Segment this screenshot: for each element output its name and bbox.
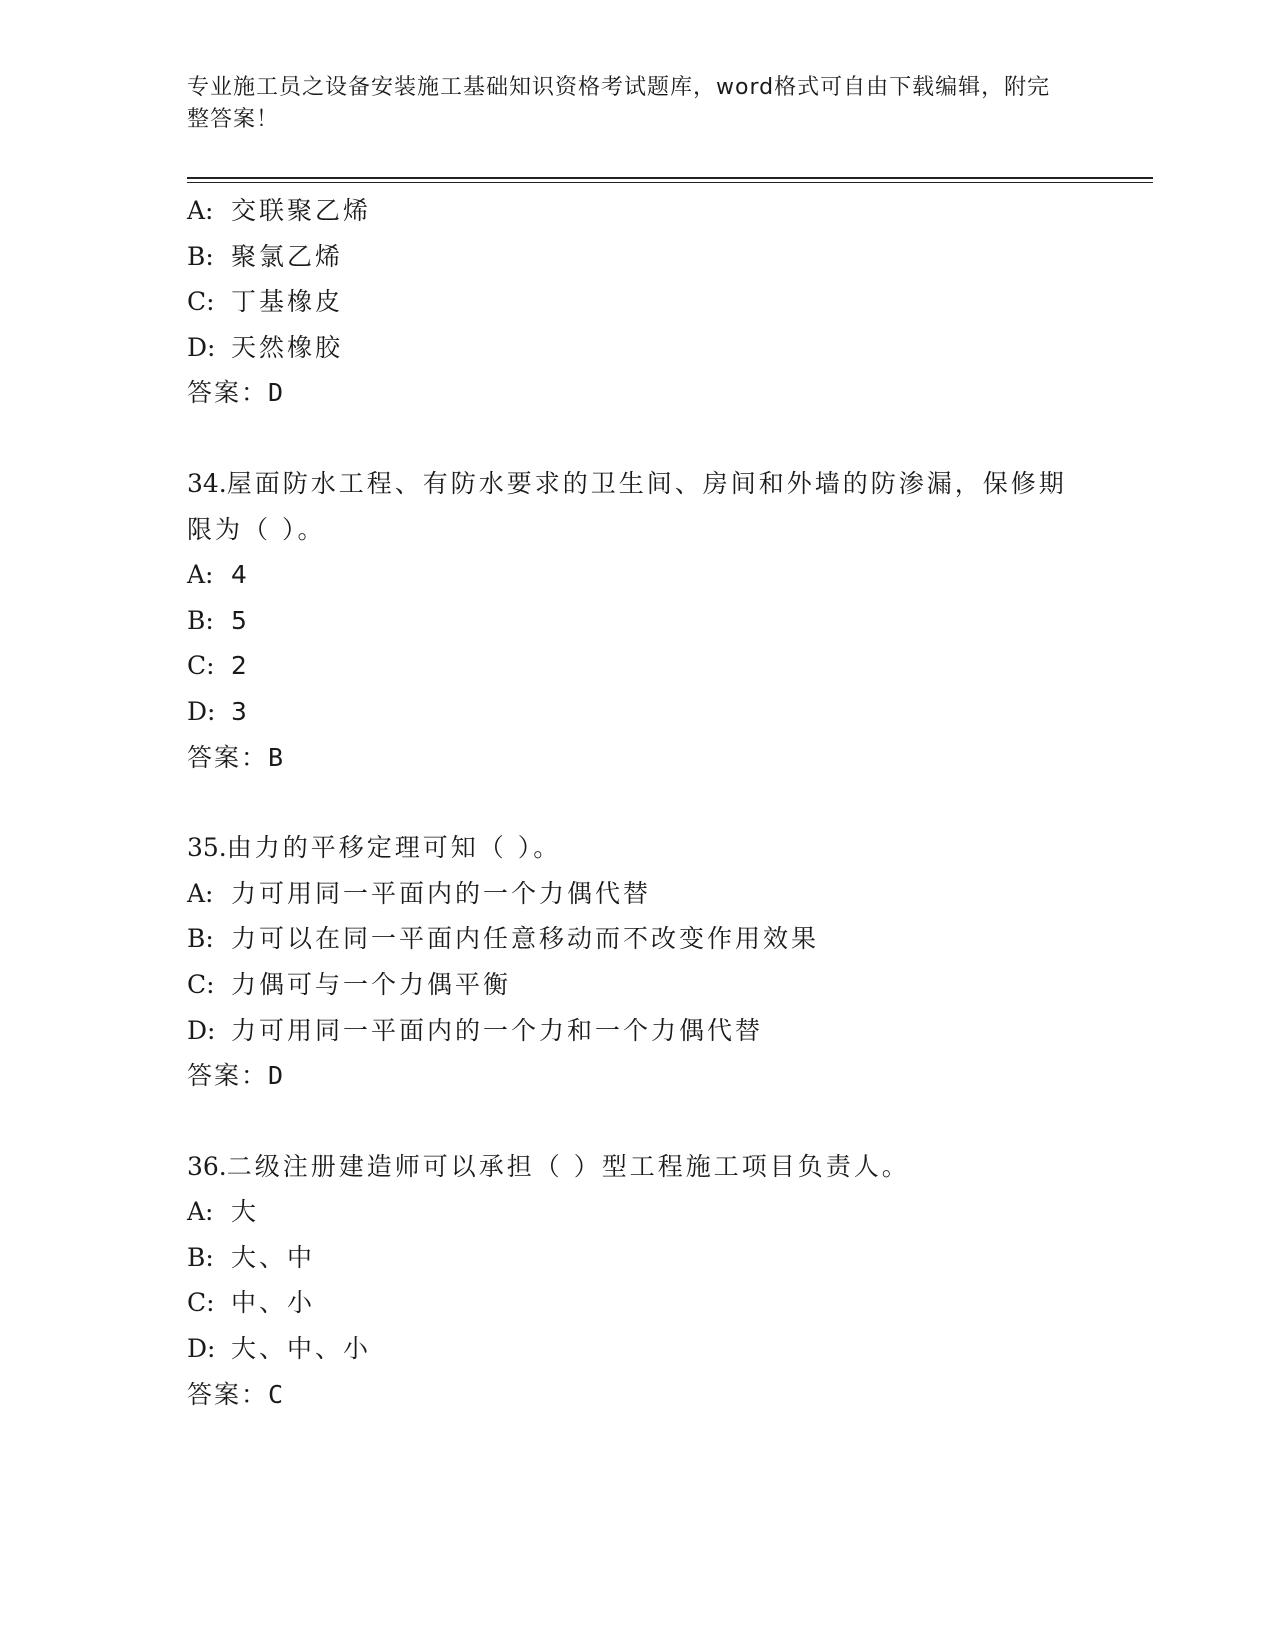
- option-c: [187, 279, 1087, 325]
- answer-value: B: [268, 742, 287, 772]
- question-stem: 二级注册建造师可以承担（ ）型工程施工项目负责人。: [226, 1151, 910, 1181]
- document-header: 专业施工员之设备安装施工基础知识资格考试题库，word格式可自由下载编辑，附完整答案！: [187, 75, 1051, 132]
- answer-label: 答案：: [187, 378, 269, 408]
- option-letter: D:: [187, 332, 216, 362]
- question-block-36: [187, 1144, 1087, 1418]
- option-text: 大、中、小: [231, 1334, 372, 1364]
- option-letter: C:: [187, 287, 215, 317]
- option-text: 聚氯乙烯: [231, 241, 344, 271]
- option-text: 力可以在同一平面内任意移动而不改变作用效果: [231, 924, 820, 954]
- answer-value: D: [268, 378, 287, 408]
- option-b: [187, 1235, 1087, 1281]
- option-text: 天然橡胶: [231, 332, 344, 362]
- option-text: 5: [231, 605, 250, 635]
- option-letter: B:: [187, 924, 214, 954]
- answer-line: [187, 1053, 1087, 1099]
- answer-line: [187, 735, 1087, 781]
- option-text: 力可用同一平面内的一个力偶代替: [231, 878, 652, 908]
- option-c: [187, 1280, 1087, 1326]
- option-letter: B:: [187, 241, 214, 271]
- option-text: 丁基橡皮: [231, 287, 344, 317]
- question-block-partial: [187, 188, 1087, 416]
- option-b: [187, 598, 1087, 644]
- option-a: [187, 1189, 1087, 1235]
- question-stem: 屋面防水工程、有防水要求的卫生间、房间和外墙的防渗漏，保修期限为（ ）。: [187, 468, 1067, 544]
- question-stem: 由力的平移定理可知（ ）。: [226, 833, 562, 863]
- option-c: [187, 962, 1087, 1008]
- option-letter: D:: [187, 1334, 216, 1364]
- header-divider-thick: [187, 177, 1153, 179]
- question-text: [187, 1144, 1067, 1190]
- option-letter: A:: [187, 196, 214, 225]
- option-letter: D:: [187, 1015, 216, 1045]
- option-d: [187, 689, 1087, 735]
- answer-label: 答案：: [187, 742, 269, 772]
- option-letter: A:: [187, 560, 214, 590]
- question-content: [187, 188, 1087, 1417]
- option-text: 交联聚乙烯: [231, 196, 372, 225]
- option-text: 3: [231, 696, 250, 726]
- answer-line: [187, 1372, 1087, 1418]
- option-text: 力偶可与一个力偶平衡: [231, 969, 512, 999]
- option-letter: B:: [187, 605, 214, 635]
- option-b: [187, 234, 1087, 280]
- option-letter: C:: [187, 1288, 215, 1318]
- option-text: 2: [231, 651, 250, 681]
- question-number: 36.: [187, 1151, 227, 1181]
- option-a: [187, 552, 1087, 598]
- answer-value: D: [268, 1061, 287, 1091]
- answer-label: 答案：: [187, 1061, 269, 1091]
- option-d: [187, 1326, 1087, 1372]
- question-number: 35.: [187, 833, 227, 863]
- option-text: 大: [231, 1197, 260, 1227]
- question-text: [187, 825, 1067, 871]
- option-letter: C:: [187, 969, 215, 999]
- question-number: 34.: [187, 468, 227, 498]
- option-a: [187, 871, 1087, 917]
- answer-value: C: [268, 1379, 287, 1409]
- option-text: 中、小: [231, 1288, 316, 1318]
- option-text: 大、中: [231, 1242, 316, 1272]
- option-letter: D:: [187, 696, 216, 726]
- option-text: 4: [231, 560, 250, 590]
- option-letter: A:: [187, 878, 214, 908]
- question-block-34: [187, 461, 1087, 780]
- option-letter: A:: [187, 1197, 214, 1227]
- option-text: 力可用同一平面内的一个力和一个力偶代替: [231, 1015, 764, 1045]
- question-text: [187, 461, 1067, 552]
- option-b: [187, 916, 1087, 962]
- option-d: [187, 325, 1087, 371]
- question-block-35: [187, 825, 1087, 1099]
- option-d: [187, 1008, 1087, 1054]
- option-letter: B:: [187, 1242, 214, 1272]
- answer-label: 答案：: [187, 1379, 269, 1409]
- answer-line: [187, 370, 1087, 416]
- option-a: [187, 188, 1087, 234]
- header-divider-thin: [187, 182, 1153, 183]
- option-letter: C:: [187, 651, 215, 681]
- option-c: [187, 643, 1087, 689]
